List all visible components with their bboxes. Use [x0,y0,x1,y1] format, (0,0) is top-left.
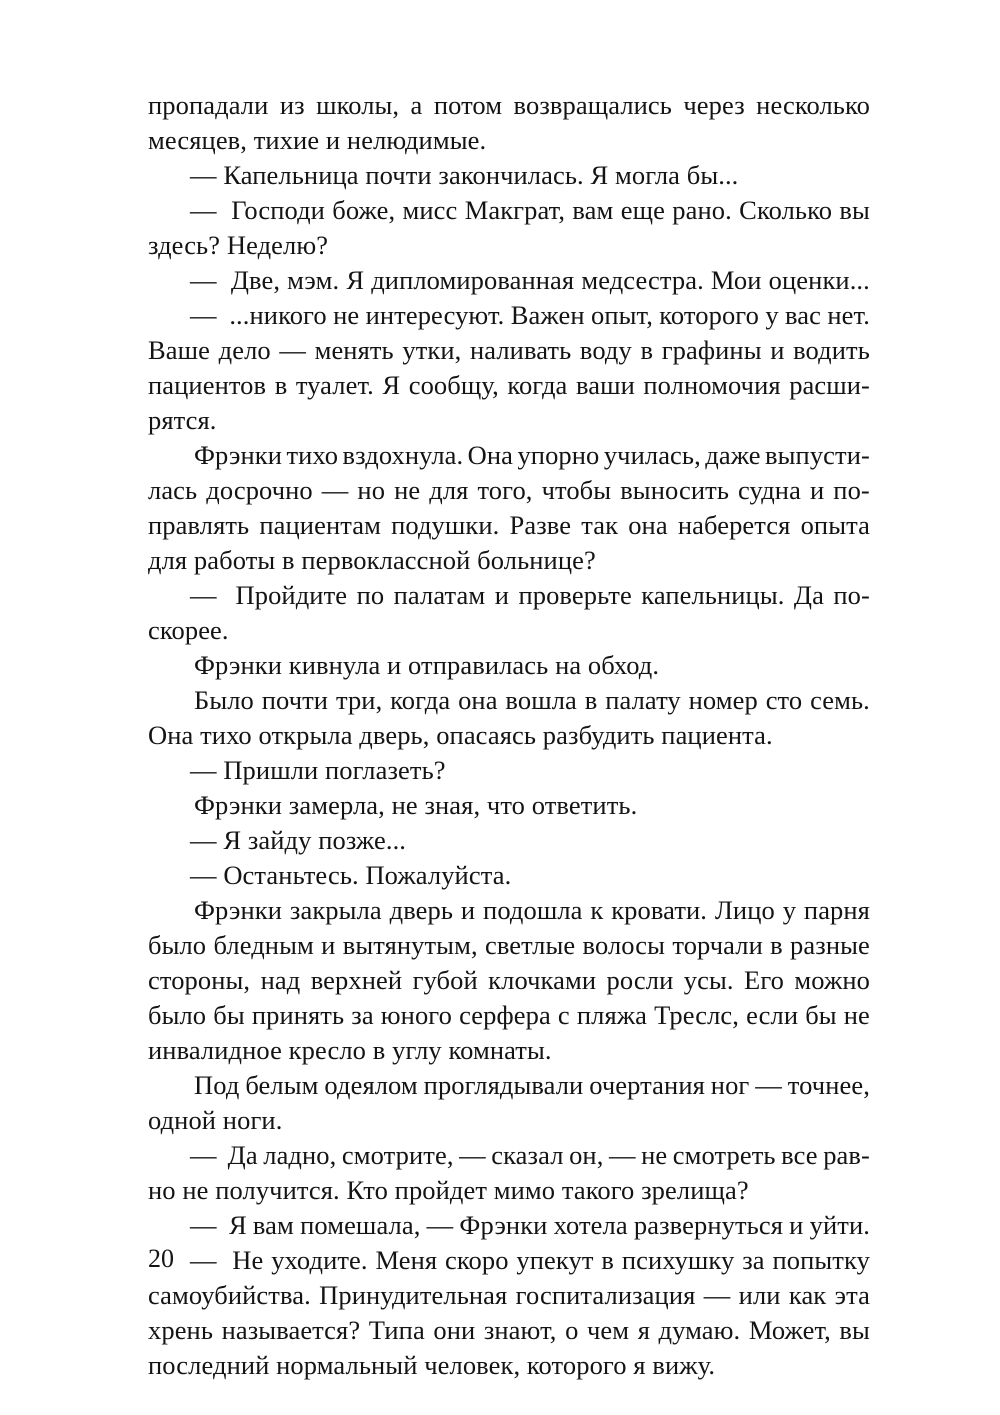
word: сказал [491,1140,564,1170]
word: я [637,1315,650,1345]
word: бледным [213,930,314,960]
word: она [458,685,498,715]
word: воду [579,335,632,365]
word: Я [346,265,365,295]
word: белым [245,1070,319,1100]
word: принять [251,1000,345,1030]
word: дипломированная [371,265,575,295]
word: по [356,580,385,610]
word: думаю. [658,1315,741,1345]
word: торчали [672,930,763,960]
word: даже [705,440,761,470]
text-line [148,1243,870,1278]
word: — [703,1280,731,1310]
word: графины [661,335,762,365]
word: — [608,1140,636,1170]
word: Его [744,965,784,995]
word: или [738,1280,781,1310]
text-line [148,1208,870,1243]
word: в [640,335,654,365]
word: помешала, [300,1210,421,1240]
word: медсестра. [581,265,704,295]
text-line [148,368,870,403]
word: так [581,510,619,540]
word: и [460,895,476,925]
text-line [148,263,870,298]
word: Треслс, [654,1000,740,1030]
text-line [148,998,870,1033]
word: пациентам [259,510,381,540]
word: у [765,300,779,330]
word: закрыла [289,895,382,925]
word: — [190,580,217,610]
word: — [426,1210,454,1240]
word: туалет. [295,370,374,400]
word: ...никого [229,300,327,330]
word: Две, [230,265,281,295]
text-line [148,1068,870,1103]
word: проглядывали [423,1070,584,1100]
word: а [410,90,423,120]
text-line [148,963,870,998]
word: вошла [505,685,577,715]
word: возвращались [513,90,672,120]
word: сто [765,685,803,715]
word: — [755,1070,782,1100]
word: правлять [148,510,250,540]
word: ваши [575,370,635,400]
word: клочками [488,965,597,995]
word: росли [606,965,674,995]
word: уходите. [271,1245,368,1275]
word: в [274,370,288,400]
word: когда [507,370,568,400]
word: и [809,475,825,505]
word: не [641,1140,668,1170]
text-line [148,893,870,928]
word: можно [794,965,870,995]
word: о [565,1315,579,1345]
word: Я [228,1210,247,1240]
word: к [590,895,604,925]
text-line: рятся. [148,405,217,435]
word: подушки. [391,510,500,540]
word: Да [227,1140,258,1170]
word: Фрэнки [459,1210,548,1240]
word: интересуют. [365,300,505,330]
text-line: Она тихо открыла дверь, опасаясь разбудить пациента. [148,720,773,750]
word: досрочно [206,475,313,505]
word: рано. [672,195,732,225]
text-line: Фрэнки кивнула и отправилась на обход. [194,650,660,680]
word: вас [785,300,822,330]
word: Макграт, [464,195,566,225]
word: Господи [231,195,325,225]
word: хотела [553,1210,628,1240]
word: с [557,1000,570,1030]
word: — [321,475,349,505]
word: Было [194,685,254,715]
word: ног [710,1070,750,1100]
word: сообщу, [408,370,499,400]
word: из [279,90,305,120]
word: еще [620,195,665,225]
word: вытянутым, [342,930,478,960]
word: подошла [483,895,583,925]
word: — [190,1210,217,1240]
word: номер [688,685,758,715]
word: потом [433,90,503,120]
text-line [148,508,870,543]
word: выпусти- [765,440,870,470]
word: самоубийства. [148,1280,311,1310]
word: Фрэнки [194,895,283,925]
word: скоро [445,1245,509,1275]
word: школы, [316,90,400,120]
word: палатам [393,580,486,610]
word: через [683,90,745,120]
word: дело [218,335,271,365]
word: — [190,1245,217,1275]
word: училась, [603,440,701,470]
word: наберется [677,510,791,540]
word: Меня [375,1245,438,1275]
word: юного [380,1000,452,1030]
word: — [190,195,217,225]
word: когда [390,685,451,715]
word: называется? [221,1315,361,1345]
word: Разве [509,510,572,540]
word: — [190,265,217,295]
word: мисс [402,195,458,225]
word: разные [790,930,870,960]
word: она [628,510,668,540]
word: вздохнула. [342,440,464,470]
word: бы [213,1000,245,1030]
word: оценки... [768,265,870,295]
text-line [148,578,870,613]
word: полномочия [643,370,781,400]
word: капельницы. [641,580,785,610]
word: чем [586,1315,630,1345]
word: почти [261,685,329,715]
word: в [584,685,598,715]
word: вам [252,1210,294,1240]
word: лась [148,475,198,505]
word: попытку [772,1245,870,1275]
word: опыт, [590,300,653,330]
word: не [333,300,360,330]
word: Может, [748,1315,831,1345]
text-line: для работы в первоклассной больнице? [148,545,596,575]
word: нет. [827,300,870,330]
word: было [148,1000,207,1030]
word: — [459,1140,486,1170]
word: упекут [516,1245,594,1275]
word: не [394,475,421,505]
word: Принудительная [319,1280,508,1310]
word: у [782,895,797,925]
word: смотреть [672,1140,776,1170]
word: знают, [483,1315,557,1345]
word: вы [839,1315,870,1345]
word: над [260,965,301,995]
word: все [781,1140,818,1170]
word: было [148,930,207,960]
word: бы [805,1000,837,1030]
word: водить [793,335,870,365]
word: вам [572,195,614,225]
word: светлые [484,930,576,960]
word: вы [839,195,870,225]
word: Да [793,580,824,610]
word: он, [569,1140,604,1170]
word: психушку [621,1245,735,1275]
word: уйти. [809,1210,870,1240]
text-line [148,928,870,963]
word: Я [382,370,401,400]
word: Под [194,1070,240,1100]
text-line [148,438,870,473]
word: несколько [756,90,870,120]
word: тихо [286,440,339,470]
word: Лицо [714,895,775,925]
page-text-block [148,88,870,1383]
word: и [789,1210,804,1240]
word: по- [833,475,870,505]
text-line [148,88,870,123]
text-line: здесь? Неделю? [148,230,329,260]
word: ладно, [263,1140,337,1170]
word: судна [738,475,801,505]
word: пропадали [148,90,269,120]
word: но [357,475,386,505]
word: опыта [800,510,870,540]
text-line: но не получится. Кто пройдет мимо такого зрелища? [148,1175,749,1205]
text-line: — Я зайду позже... [190,825,407,855]
word: точнее, [787,1070,870,1100]
word: по- [833,580,870,610]
word: очертания [589,1070,705,1100]
word: за [351,1000,374,1030]
text-line [148,193,870,228]
word: Сколько [739,195,833,225]
word: хрень [148,1315,214,1345]
word: боже, [332,195,396,225]
word: за [742,1245,765,1275]
word: менять [314,335,394,365]
word: палату [605,685,681,715]
word: Важен [510,300,585,330]
text-line: — Останьтесь. Пожалуйста. [190,860,512,890]
text-line: Фрэнки замерла, не зная, что ответить. [194,790,638,820]
text-line: — Пришли поглазеть? [190,755,446,785]
word: мэм. [287,265,340,295]
word: пляжа [576,1000,648,1030]
word: Фрэнки [194,440,283,470]
text-line [148,1278,870,1313]
word: и [494,580,509,610]
word: семь. [810,685,870,715]
word: расши- [789,370,870,400]
text-line: скорее. [148,615,229,645]
word: пациентов [148,370,267,400]
word: — [190,1140,217,1170]
word: утки, [402,335,462,365]
word: Она [467,440,514,470]
word: развернуться [633,1210,783,1240]
word: Ваше [148,335,211,365]
text-line [148,1313,870,1348]
text-line [148,333,870,368]
word: — [190,300,217,330]
word: и [770,335,785,365]
text-line: — Капельница почти закончилась. Я могла бы... [190,160,739,190]
word: которого [659,300,759,330]
text-line [148,298,870,333]
word: эта [834,1280,870,1310]
word: госпитализация [515,1280,696,1310]
word: выносить [620,475,730,505]
text-line: инвалидное кресло в углу комнаты. [148,1035,552,1065]
word: волосы [582,930,666,960]
word: усы. [683,965,734,995]
word: три, [335,685,383,715]
word: не [843,1000,870,1030]
word: серфера [459,1000,551,1030]
word: верхней [310,965,403,995]
word: они [433,1315,476,1345]
text-line [148,683,870,718]
text-line [148,1138,870,1173]
word: Пройдите [235,580,348,610]
word: того, [477,475,533,505]
word: как [788,1280,827,1310]
page-number: 20 [148,1244,174,1273]
word: одеялом [324,1070,418,1100]
word: проверьте [518,580,632,610]
word: — [279,335,306,365]
word: если [746,1000,799,1030]
word: для [429,475,469,505]
word: смотрите, [341,1140,454,1170]
text-line: месяцев, тихие и нелюдимые. [148,125,487,155]
word: и [321,930,336,960]
word: стороны, [148,965,251,995]
word: кровати. [611,895,708,925]
word: в [601,1245,614,1275]
word: упорно [517,440,600,470]
text-line: одной ноги. [148,1105,283,1135]
word: дверь [389,895,454,925]
word: в [770,930,783,960]
word: парня [803,895,870,925]
word: чтобы [541,475,612,505]
word: Мои [710,265,762,295]
word: губой [412,965,478,995]
word: Не [232,1245,264,1275]
word: Типа [368,1315,425,1345]
text-line: последний нормальный человек, которого я вижу. [148,1350,716,1380]
word: наливать [469,335,572,365]
word: рав- [823,1140,870,1170]
text-line [148,473,870,508]
